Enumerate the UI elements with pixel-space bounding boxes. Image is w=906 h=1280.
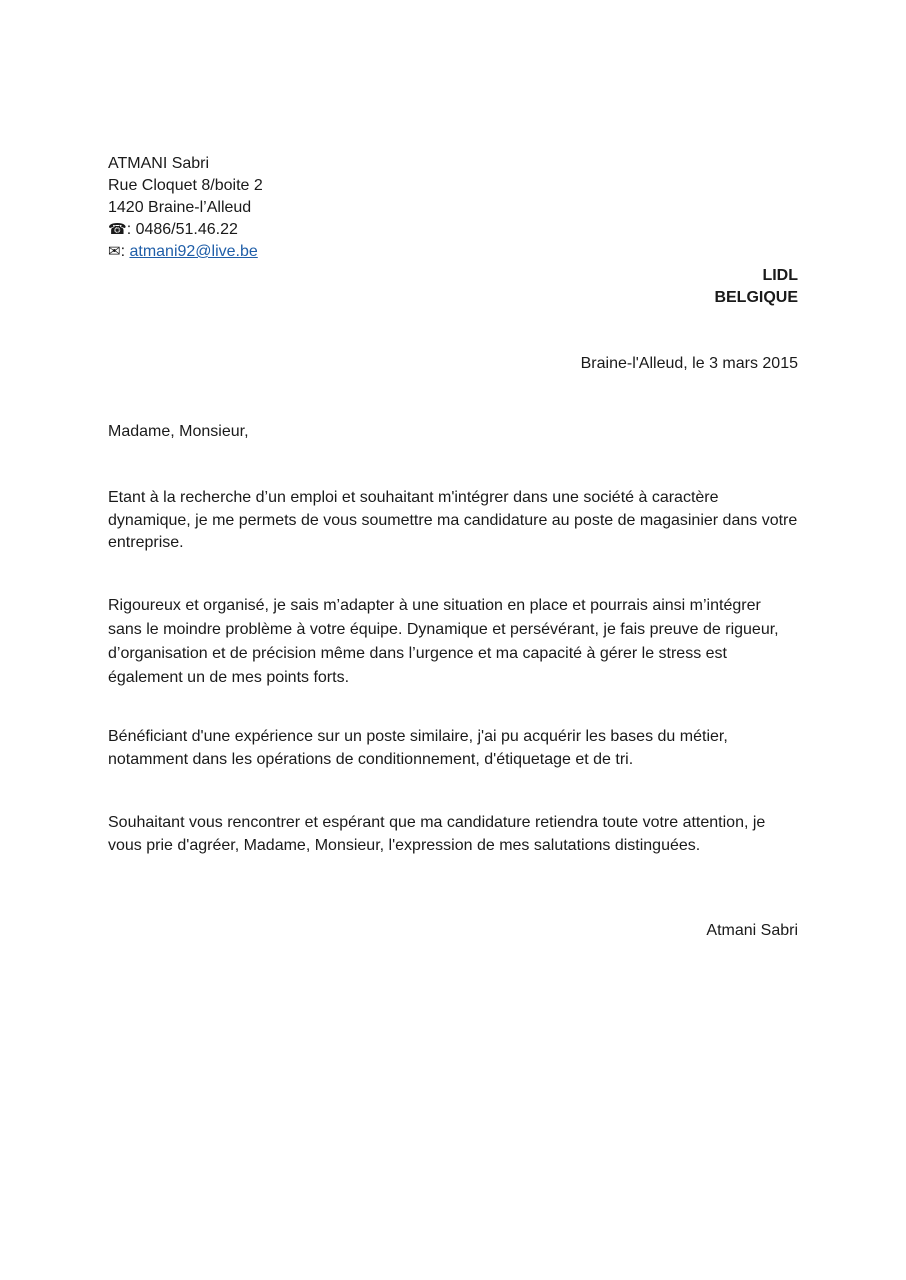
sender-block: [108, 153, 263, 263]
place-date: Braine-l'Alleud, le 3 mars 2015: [580, 355, 798, 372]
recipient-block: [714, 265, 798, 309]
body-paragraph-1: Etant à la recherche d’un emploi et souhaitant m'intégrer dans une société à caractère dynamique, je me permets de vous soumettre ma candidature au poste de magasinier dans votre entreprise.: [108, 489, 798, 551]
sender-street: Rue Cloquet 8/boite 2: [108, 177, 263, 194]
body-paragraph-4: Souhaitant vous rencontrer et espérant que ma candidature retiendra toute votre attention, je vous prie d'agréer, Madame, Monsieur, l'expression de mes salutations distinguées.: [108, 814, 766, 854]
sender-phone-line: [108, 219, 263, 241]
sender-email-prefix: :: [120, 243, 130, 260]
signature: Atmani Sabri: [706, 922, 798, 939]
body-paragraph-2: Rigoureux et organisé, je sais m’adapter à une situation en place et pourrais ainsi m’intégrer sans le moindre problème à votre équipe. Dynamique et persévérant, je fais preuve de rigueur, d’organisation et de précision même dans l’urgence et ma capacité à gérer le stress est également un de mes points forts.: [108, 597, 779, 686]
sender-city: 1420 Braine-l’Alleud: [108, 199, 252, 216]
body-paragraph-3: Bénéficiant d'une expérience sur un poste similaire, j'ai pu acquérir les bases du métier, notamment dans les opérations de conditionnement, d'étiquetage et de tri.: [108, 728, 728, 768]
sender-email-link[interactable]: atmani92@live.be: [129, 243, 258, 260]
recipient-company: LIDL: [762, 267, 798, 284]
sender-name: ATMANI Sabri: [108, 155, 210, 172]
salutation: Madame, Monsieur,: [108, 423, 249, 440]
recipient-country: BELGIQUE: [714, 289, 798, 306]
envelope-icon: ✉: [108, 243, 121, 260]
telephone-icon: ☎: [108, 221, 127, 238]
sender-phone: : 0486/51.46.22: [126, 221, 238, 238]
sender-email-line: [108, 241, 263, 263]
